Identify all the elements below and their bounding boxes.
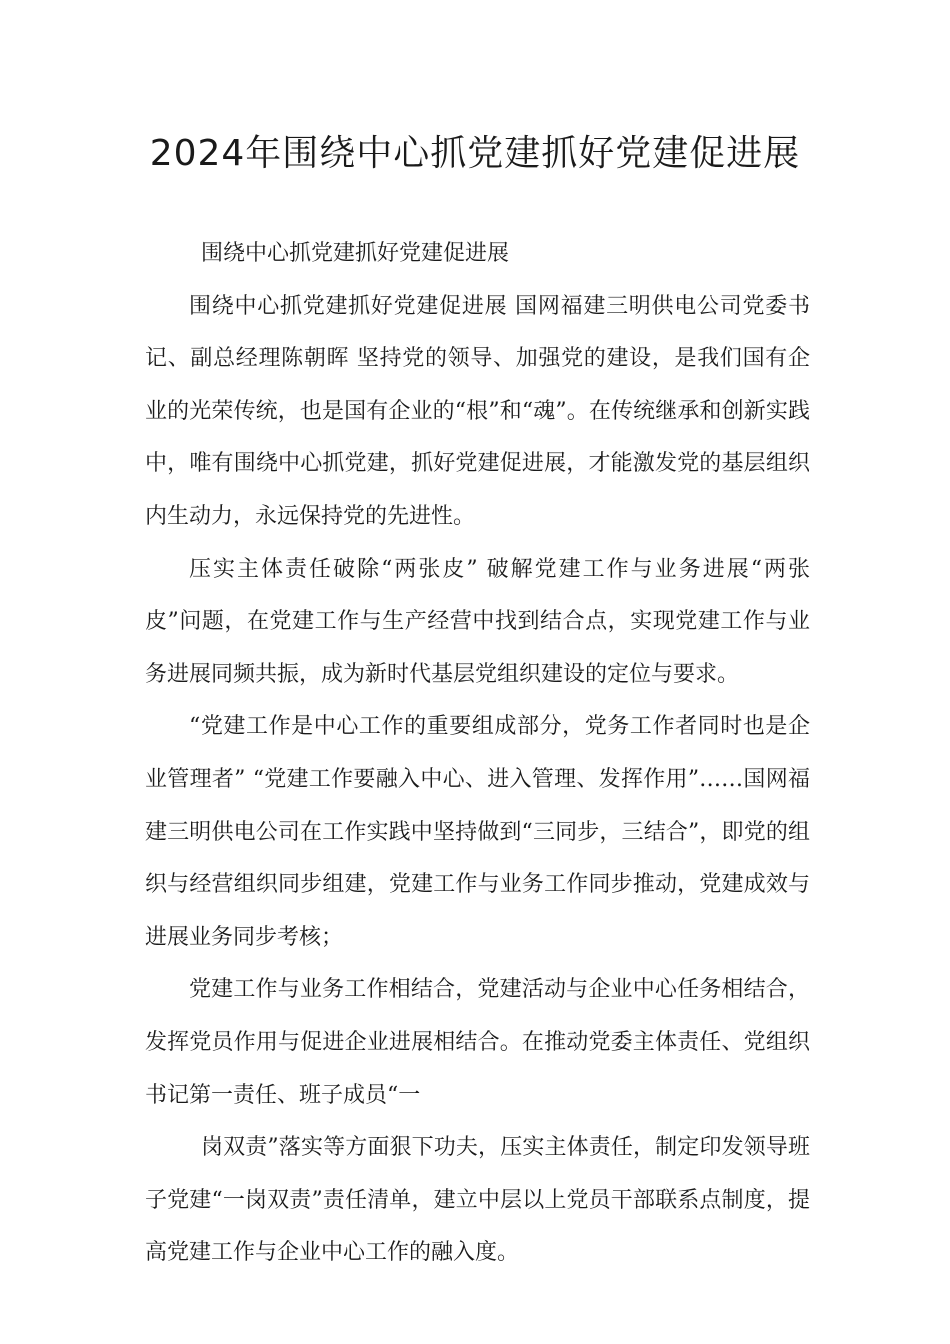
body-paragraph: “党建工作是中心工作的重要组成部分，党务工作者同时也是企业管理者” “党建工作要融入中心、进入管理、发挥作用”……国网福建三明供电公司在工作实践中坚持做到“三同步，三结合”，即党的组织与经营组织同步组建，党建工作与业务工作同步推动，党建成效与进展业务同步考核； (145, 714, 810, 950)
document-title: 2024年围绕中心抓党建抓好党建促进展 (149, 133, 801, 174)
body-paragraph: 围绕中心抓党建抓好党建促进展 国网福建三明供电公司党委书记、副总经理陈朝晖 坚持党的领导、加强党的建设，是我们国有企业的光荣传统，也是国有企业的“根”和“魂”。在传统继承和创新实践中，唯有围绕中心抓党建，抓好党建促进展，才能激发党的基层组织内生动力，永远保持党的先进性。 (145, 293, 810, 529)
subtitle-paragraph: 围绕中心抓党建抓好党建促进展 (201, 241, 510, 266)
document-body (145, 228, 810, 1280)
body-paragraph: 党建工作与业务工作相结合，党建活动与企业中心任务相结合，发挥党员作用与促进企业进展相结合。在推动党委主体责任、党组织书记第一责任、班子成员“一 (145, 977, 810, 1108)
body-paragraph: 岗双责”落实等方面狠下功夫，压实主体责任，制定印发领导班子党建“一岗双责”责任清单，建立中层以上党员干部联系点制度，提高党建工作与企业中心工作的融入度。 (145, 1135, 810, 1266)
body-paragraph: 压实主体责任破除“两张皮” 破解党建工作与业务进展“两张皮”问题，在党建工作与生产经营中找到结合点，实现党建工作与业务进展同频共振，成为新时代基层党组织建设的定位与要求。 (145, 556, 810, 687)
